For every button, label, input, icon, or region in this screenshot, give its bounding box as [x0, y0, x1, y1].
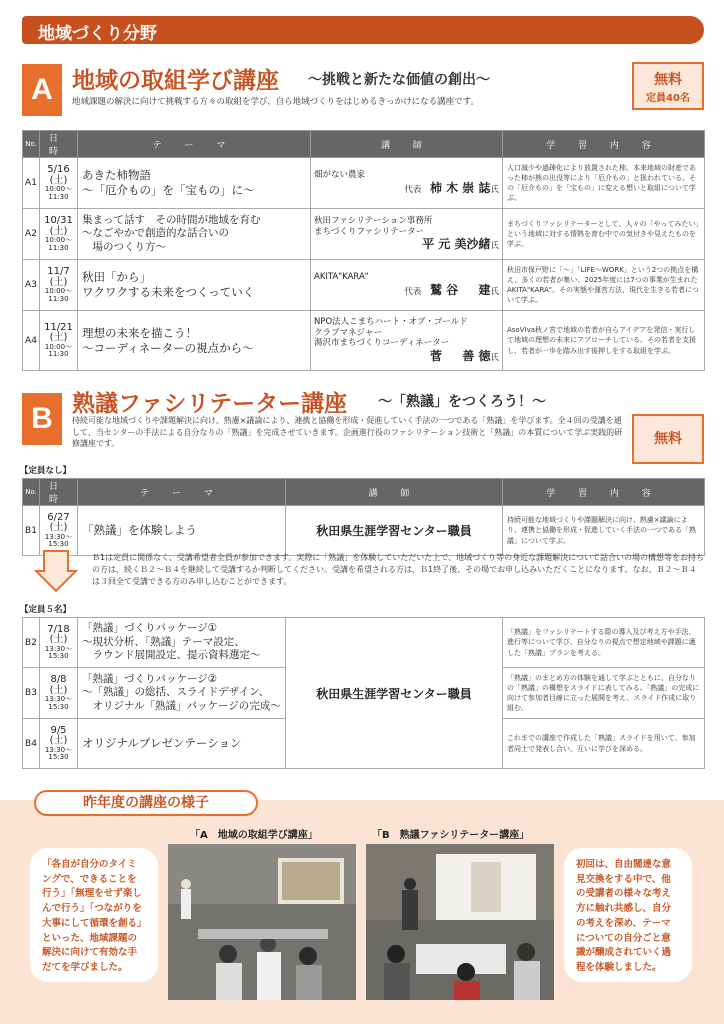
speech-bubble-course-a: 「各自が自分のタイミングで、できることを行う」「無理をせず楽しんで行う」「つながりを大事にして循環を創る」といった、地域課題の解決に向けて有効な手だてを学びました。 [30, 848, 158, 982]
row-theme: 秋田「から」 ワクワクする未来をつくっていく [78, 260, 311, 311]
time-text: 10:00～ 11:30 [44, 185, 73, 201]
lecturer-suffix: 氏 [490, 184, 499, 195]
past-courses-title: 昨年度の講座の様子 [34, 790, 258, 816]
lecturer-org: 秋田ファシリテーション事務所 まちづくりファシリテーター [314, 215, 433, 237]
row-theme: オリジナルプレゼンテーション [78, 719, 286, 769]
lecturer-name: 平 元 美沙緒 [422, 237, 491, 252]
course-b2-4-table [22, 617, 705, 769]
date-text: 6/27 [47, 511, 70, 523]
row-content: 持続可能な地域づくりや課題解決に向け、熟慮×議論により、連携と協働を形成・促進していく手法の一つである「熟議」について学ぶ。 [503, 506, 705, 556]
table-row [23, 506, 705, 556]
lecturer-org: AKITA"KARA" [314, 272, 369, 283]
day-text: (土) [49, 735, 68, 747]
row-no: B3 [23, 668, 40, 719]
capacity-label-none: 【定員なし】 [20, 466, 72, 476]
col-header-date: 日 時 [40, 479, 78, 506]
day-text: (土) [49, 634, 68, 646]
lecturer-suffix: 氏 [490, 352, 499, 363]
time-text: 13:30～ 15:30 [44, 695, 73, 711]
row-date [40, 506, 78, 556]
date-text: 5/16 [47, 164, 70, 176]
lecturer-name: 柿 木 崇 誌 [429, 180, 491, 195]
row-no: B2 [23, 618, 40, 668]
table-row [23, 158, 705, 209]
row-content: これまでの講座で作成した「熟議」スライドを用いて、参加者同士で発表し合い、互いに学びを深める。 [503, 719, 705, 769]
time-text: 13:30～ 15:30 [44, 532, 73, 548]
lecturer-org: NPO法人こまちハート・オブ・ゴールド クラブマネジャー 湯沢市まちづくりコーディネーター [314, 317, 468, 349]
table-row [23, 311, 705, 371]
day-text: (土) [49, 276, 68, 288]
row-no: A1 [23, 158, 40, 209]
col-header-lecturer: 講 師 [311, 131, 503, 158]
row-theme: 集まって話す その時間が地域を育む ～なごやかで創造的な話合いの 場のつくり方～ [78, 209, 311, 260]
photo-caption-b: 「B 熟議ファシリテーター講座」 [372, 830, 530, 841]
course-b-subtitle: ～「熟議」をつくろう！～ [378, 394, 546, 410]
course-b-note: Ｂ1は定員に関係なく、受講希望者全員が参加できます。実際に「熟議」を体験していただいた上で、地域づくり等の身近な課題解決について話合いの場の構想等をお持ちの方は、続くＢ２～Ｂ４を継続して受講するか判断してください。受講を希望される方は、Ｂ1終了後、その場でお申し込みいただくことになります。なお、Ｂ２～Ｂ４は３回全て受講できる方のみ申し込むことができます。 [92, 553, 704, 586]
course-a-capacity: 定員40名 [646, 93, 690, 104]
row-content: 秋田市保戸野に「～」「LIFE～WORK」という2つの拠点を構え、多くの若者が集い、2025年度には7つの事業が生まれたAKITA"KARA"。その実態や運営方法、現代を生きる若者について学ぶ。 [503, 260, 705, 311]
day-text: (土) [49, 174, 68, 186]
table-row [23, 618, 705, 668]
lecturer-name: 鷲 谷 建 [429, 282, 491, 297]
col-header-content: 学 習 内 容 [503, 131, 705, 158]
day-text: (土) [49, 225, 68, 237]
row-date [40, 719, 78, 769]
course-a-title: 地域の取組学び講座 [72, 68, 279, 94]
date-text: 10/31 [44, 215, 73, 227]
lecturer-name: 菅 善 徳 [429, 348, 491, 363]
table-row [23, 209, 705, 260]
photo-course-b [366, 844, 554, 1000]
lecturer-role: 代表 [404, 286, 422, 297]
date-text: 8/8 [50, 674, 67, 686]
date-text: 9/5 [50, 724, 67, 736]
time-text: 10:00～ 11:30 [44, 236, 73, 252]
course-a-badge: A [22, 64, 62, 116]
row-content: 人口減少や過疎化により放置された柿。本来地域の財産であった柿が熊の出没等により「厄介もの」と扱われている。その「厄介もの」を「宝もの」に変える想いと取組について学ぶ。 [503, 158, 705, 209]
time-text: 13:30～ 15:30 [44, 644, 73, 660]
col-header-date: 日 時 [40, 131, 78, 158]
row-no: A2 [23, 209, 40, 260]
row-date [40, 158, 78, 209]
course-a-subtitle: ～挑戦と新たな価値の創出～ [308, 72, 490, 88]
time-text: 10:00～ 11:30 [44, 287, 73, 303]
row-date [40, 260, 78, 311]
capacity-label-five: 【定員５名】 [20, 605, 72, 615]
course-b-badge: B [22, 393, 62, 445]
row-date [40, 311, 78, 371]
course-b1-table [22, 478, 705, 556]
col-header-content: 学 習 内 容 [503, 479, 705, 506]
photo-caption-a: 「A 地域の取組学び講座」 [190, 830, 318, 841]
course-a-schedule-table [22, 130, 705, 371]
row-date [40, 618, 78, 668]
section-header-bar [22, 16, 704, 44]
time-text: 13:30～ 15:30 [44, 745, 73, 761]
lecturer-suffix: 氏 [490, 286, 499, 297]
course-a-fee-box [632, 62, 704, 110]
row-theme: 「熟議」づくりパッケージ② ～「熟議」の総括、スライドデザイン、 オリジナル「熟議」パッケージの完成～ [78, 668, 286, 719]
row-no: B1 [23, 506, 40, 556]
row-lecturer: 秋田県生涯学習センター職員 [286, 506, 503, 556]
day-text: (土) [49, 332, 68, 344]
row-lecturer: 秋田県生涯学習センター職員 [286, 618, 503, 769]
row-content: 「熟議」をファシリテートする際の導入及び考え方や手法、進行等について学び、自分なりの視点で想定地域や課題に適した「熟議」プランを考える。 [503, 618, 705, 668]
row-lecturer [311, 260, 503, 311]
row-content: まちづくりファシリテーターとして、人々の「やってみたい」という地域に対する情熱を育む中での気付きや見えたものを学ぶ。 [503, 209, 705, 260]
row-date [40, 668, 78, 719]
row-theme: 「熟議」づくりパッケージ① ～現状分析、「熟議」テーマ設定、 ラウンド展開設定、提示資料選定～ [78, 618, 286, 668]
lecturer-role: 代表 [404, 184, 422, 195]
row-lecturer [311, 209, 503, 260]
lecturer-org: 畑がない農家 [314, 170, 366, 181]
day-text: (土) [49, 684, 68, 696]
row-content: AsoVIva秋ノ宮で地域の若者が自らアイデアを発信・実行して地域の理想の未来にアプローチしている。その若者を支援し、若者が一歩を踏み出す後押しをする取組を学ぶ。 [503, 311, 705, 371]
row-no: A4 [23, 311, 40, 371]
speech-bubble-course-b: 初回は、自由闊達な意見交換をする中で、他の受講者の様々な考え方に触れ共感し、自分の考えを深め、テーマについての自分ごと意識が醸成されていく過程を体験しました。 [564, 848, 692, 982]
row-lecturer [311, 158, 503, 209]
course-b-title: 熟議ファシリテーター講座 [72, 391, 348, 417]
row-no: B4 [23, 719, 40, 769]
col-header-no: No. [23, 131, 40, 158]
course-b-fee-box [632, 414, 704, 464]
course-b-description: 持続可能な地域づくりや課題解決に向け、熟慮×議論により、連携と協働を形成・促進していく手法の一つである「熟議」を学びます。全４回の受講を通して、当センターの手法による自分なりの「熟議」を完成させていきます。企画進行役のファシリテーション技術と「熟議」の本質について学ぶ実践的研修講座です。 [72, 416, 623, 449]
down-arrow-icon [34, 549, 78, 593]
day-text: (土) [49, 522, 68, 534]
photo-course-a [168, 844, 356, 1000]
course-a-description: 地域課題の解決に向けて挑戦する方々の取組を学び、自ら地域づくりをはじめるきっかけになる講座です。 [72, 97, 479, 107]
course-b-fee: 無料 [654, 431, 682, 447]
row-theme: 理想の未来を描こう！ ～コーディネーターの視点から～ [78, 311, 311, 371]
date-text: 7/18 [47, 623, 70, 635]
col-header-theme: テ ー マ [78, 479, 286, 506]
col-header-no: No. [23, 479, 40, 506]
time-text: 10:00～ 11:30 [44, 342, 73, 358]
row-theme: 「熟議」を体験しよう [78, 506, 286, 556]
row-theme: あきた柿物語 ～「厄介もの」を「宝もの」に～ [78, 158, 311, 209]
date-text: 11/21 [44, 321, 73, 333]
row-date [40, 209, 78, 260]
course-a-fee: 無料 [654, 72, 682, 88]
date-text: 11/7 [47, 266, 70, 278]
row-no: A3 [23, 260, 40, 311]
col-header-lecturer: 講 師 [286, 479, 503, 506]
lecturer-suffix: 氏 [490, 241, 499, 252]
col-header-theme: テ ー マ [78, 131, 311, 158]
section-header-title: 地域づくり分野 [38, 24, 157, 44]
row-content: 「熟議」のまとめ方の体験を通して学ぶとともに、自分なりの「熟議」の構想をスライドに表してみる。「熟議」の完成に向けて参加者目線に立った展開を考え、スライド作成に取り組む。 [503, 668, 705, 719]
table-row [23, 260, 705, 311]
row-lecturer [311, 311, 503, 371]
